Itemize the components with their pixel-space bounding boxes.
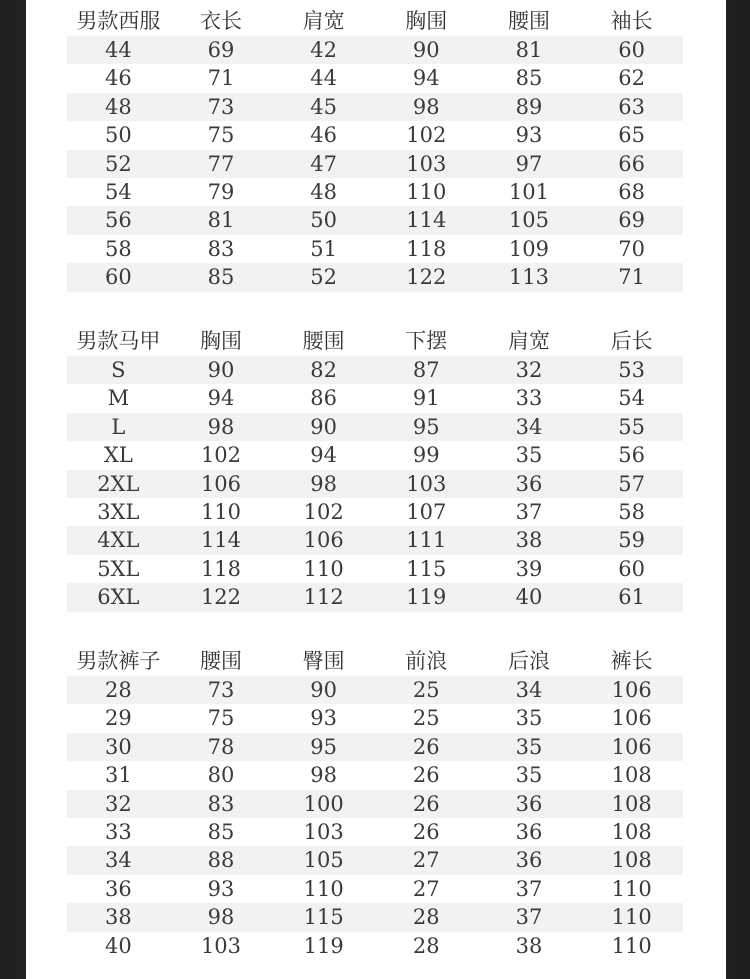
column-header: 后长 — [610, 329, 653, 353]
table-header-row — [67, 6, 683, 36]
column-header: 下摆 — [405, 329, 448, 353]
table-cell: 122 — [170, 583, 273, 611]
table-cell: 115 — [272, 903, 375, 931]
table-cell: 119 — [375, 583, 478, 611]
table-cell: 51 — [272, 235, 375, 263]
table-cell: 75 — [170, 704, 273, 732]
table-cell: 60 — [67, 263, 170, 291]
column-header: 肩宽 — [302, 9, 345, 33]
table-cell: 60 — [580, 555, 683, 583]
table-cell: 28 — [375, 903, 478, 931]
table-cell: 94 — [272, 441, 375, 469]
table-cell: 108 — [580, 818, 683, 846]
table-cell: 30 — [67, 733, 170, 761]
table-cell: 110 — [170, 498, 273, 526]
column-header: 肩宽 — [507, 329, 550, 353]
table-cell: 77 — [170, 150, 273, 178]
table-cell: 103 — [272, 818, 375, 846]
column-header: 臀围 — [302, 649, 345, 673]
table-cell: 83 — [170, 235, 273, 263]
table-cell: 102 — [272, 498, 375, 526]
table-cell: 33 — [67, 818, 170, 846]
table-cell: 110 — [272, 555, 375, 583]
table-cell: 110 — [580, 903, 683, 931]
table-cell: 46 — [272, 121, 375, 149]
table-cell: 103 — [170, 932, 273, 960]
table-cell: 32 — [67, 790, 170, 818]
table-cell: 55 — [580, 413, 683, 441]
column-header: 男款马甲 — [76, 329, 161, 353]
table-cell: 62 — [580, 64, 683, 92]
table-cell: 94 — [170, 384, 273, 412]
table-cell: 106 — [272, 526, 375, 554]
table-cell: 108 — [580, 761, 683, 789]
table-cell: 101 — [478, 178, 581, 206]
table-cell: 93 — [272, 704, 375, 732]
table-cell: 4XL — [67, 526, 170, 554]
table-cell: 37 — [478, 903, 581, 931]
table-cell: 97 — [478, 150, 581, 178]
table-cell: 88 — [170, 846, 273, 874]
table-cell: 95 — [272, 733, 375, 761]
table-cell: 73 — [170, 93, 273, 121]
table-cell: 80 — [170, 761, 273, 789]
table-cell: 114 — [170, 526, 273, 554]
table-row — [67, 36, 683, 64]
table-cell: 5XL — [67, 555, 170, 583]
table-row — [67, 676, 683, 704]
table-cell: 28 — [67, 676, 170, 704]
table-row — [67, 704, 683, 732]
table-cell: 38 — [478, 932, 581, 960]
table-cell: 70 — [580, 235, 683, 263]
table-cell: 42 — [272, 36, 375, 64]
table-cell: 106 — [580, 733, 683, 761]
table-cell: 52 — [272, 263, 375, 291]
table-cell: 79 — [170, 178, 273, 206]
table-cell: 37 — [478, 875, 581, 903]
table-cell: 111 — [375, 526, 478, 554]
table-cell: 108 — [580, 790, 683, 818]
table-cell: 118 — [375, 235, 478, 263]
table-cell: 93 — [478, 121, 581, 149]
table-cell: 27 — [375, 875, 478, 903]
table-cell: 103 — [375, 470, 478, 498]
table-cell: 66 — [580, 150, 683, 178]
table-row — [67, 526, 683, 554]
suit-size-table — [67, 6, 683, 292]
table-row — [67, 790, 683, 818]
table-cell: 108 — [580, 846, 683, 874]
table-header-row — [67, 646, 683, 676]
table-cell: 56 — [580, 441, 683, 469]
table-cell: 44 — [272, 64, 375, 92]
table-cell: 2XL — [67, 470, 170, 498]
table-cell: 36 — [478, 470, 581, 498]
table-cell: 36 — [478, 790, 581, 818]
table-cell: 26 — [375, 733, 478, 761]
table-cell: 109 — [478, 235, 581, 263]
table-row — [67, 413, 683, 441]
pants-size-table — [67, 646, 683, 960]
table-cell: 40 — [67, 932, 170, 960]
table-cell: 58 — [67, 235, 170, 263]
table-row — [67, 903, 683, 931]
table-cell: M — [67, 384, 170, 412]
table-row — [67, 384, 683, 412]
table-row — [67, 498, 683, 526]
table-cell: 35 — [478, 761, 581, 789]
table-cell: 98 — [375, 93, 478, 121]
table-row — [67, 818, 683, 846]
table-cell: 90 — [375, 36, 478, 64]
table-cell: 29 — [67, 704, 170, 732]
table-cell: 106 — [580, 704, 683, 732]
table-cell: 91 — [375, 384, 478, 412]
table-cell: 98 — [272, 470, 375, 498]
table-cell: 99 — [375, 441, 478, 469]
table-cell: 119 — [272, 932, 375, 960]
table-cell: 38 — [478, 526, 581, 554]
table-row — [67, 356, 683, 384]
table-cell: 50 — [67, 121, 170, 149]
table-cell: 75 — [170, 121, 273, 149]
table-cell: 94 — [375, 64, 478, 92]
table-cell: 3XL — [67, 498, 170, 526]
table-row — [67, 875, 683, 903]
table-cell: 85 — [478, 64, 581, 92]
table-cell: 118 — [170, 555, 273, 583]
table-cell: 45 — [272, 93, 375, 121]
table-cell: 90 — [272, 676, 375, 704]
table-cell: 26 — [375, 818, 478, 846]
table-cell: 39 — [478, 555, 581, 583]
table-cell: 59 — [580, 526, 683, 554]
table-cell: 71 — [170, 64, 273, 92]
table-cell: 87 — [375, 356, 478, 384]
table-cell: 54 — [580, 384, 683, 412]
table-cell: 28 — [375, 932, 478, 960]
vest-size-table — [67, 326, 683, 612]
table-cell: XL — [67, 441, 170, 469]
table-cell: 54 — [67, 178, 170, 206]
table-cell: 32 — [478, 356, 581, 384]
table-cell: 85 — [170, 263, 273, 291]
column-header: 男款西服 — [76, 9, 161, 33]
table-cell: 36 — [478, 846, 581, 874]
table-cell: 102 — [375, 121, 478, 149]
table-cell: S — [67, 356, 170, 384]
table-cell: 73 — [170, 676, 273, 704]
size-chart-page — [26, 0, 726, 979]
table-cell: 57 — [580, 470, 683, 498]
table-cell: 53 — [580, 356, 683, 384]
table-row — [67, 932, 683, 960]
table-cell: 110 — [580, 932, 683, 960]
table-row — [67, 470, 683, 498]
table-row — [67, 441, 683, 469]
column-header: 后浪 — [507, 649, 550, 673]
column-header: 腰围 — [302, 329, 345, 353]
column-header: 衣长 — [199, 9, 242, 33]
column-header: 胸围 — [405, 9, 448, 33]
table-cell: 34 — [67, 846, 170, 874]
table-cell: 69 — [170, 36, 273, 64]
table-cell: 103 — [375, 150, 478, 178]
table-cell: 58 — [580, 498, 683, 526]
table-row — [67, 121, 683, 149]
column-header: 裤长 — [610, 649, 653, 673]
table-cell: 93 — [170, 875, 273, 903]
table-row — [67, 583, 683, 611]
table-row — [67, 93, 683, 121]
table-cell: 95 — [375, 413, 478, 441]
table-cell: 105 — [478, 206, 581, 234]
table-cell: 38 — [67, 903, 170, 931]
table-cell: 68 — [580, 178, 683, 206]
table-cell: 113 — [478, 263, 581, 291]
table-cell: 35 — [478, 441, 581, 469]
column-header: 前浪 — [405, 649, 448, 673]
table-cell: 105 — [272, 846, 375, 874]
column-header: 袖长 — [610, 9, 653, 33]
table-cell: 71 — [580, 263, 683, 291]
table-cell: 50 — [272, 206, 375, 234]
table-cell: 110 — [580, 875, 683, 903]
table-cell: 34 — [478, 413, 581, 441]
table-cell: 115 — [375, 555, 478, 583]
table-cell: 107 — [375, 498, 478, 526]
table-row — [67, 761, 683, 789]
table-cell: 34 — [478, 676, 581, 704]
table-cell: 56 — [67, 206, 170, 234]
table-cell: 27 — [375, 846, 478, 874]
table-cell: 89 — [478, 93, 581, 121]
table-cell: 81 — [478, 36, 581, 64]
table-cell: 65 — [580, 121, 683, 149]
table-cell: 31 — [67, 761, 170, 789]
table-cell: 90 — [170, 356, 273, 384]
table-cell: 81 — [170, 206, 273, 234]
table-cell: 25 — [375, 676, 478, 704]
table-cell: 44 — [67, 36, 170, 64]
table-cell: 106 — [170, 470, 273, 498]
table-cell: 110 — [375, 178, 478, 206]
table-row — [67, 178, 683, 206]
table-cell: 6XL — [67, 583, 170, 611]
table-cell: 78 — [170, 733, 273, 761]
table-row — [67, 64, 683, 92]
table-row — [67, 206, 683, 234]
table-cell: 48 — [67, 93, 170, 121]
table-cell: 25 — [375, 704, 478, 732]
table-row — [67, 263, 683, 291]
table-cell: 112 — [272, 583, 375, 611]
column-header: 男款裤子 — [76, 649, 161, 673]
table-cell: 46 — [67, 64, 170, 92]
table-row — [67, 846, 683, 874]
table-cell: 40 — [478, 583, 581, 611]
table-cell: 35 — [478, 733, 581, 761]
table-cell: 110 — [272, 875, 375, 903]
column-header: 胸围 — [199, 329, 242, 353]
table-cell: 82 — [272, 356, 375, 384]
table-cell: 102 — [170, 441, 273, 469]
table-cell: 114 — [375, 206, 478, 234]
column-header: 腰围 — [199, 649, 242, 673]
table-cell: 98 — [272, 761, 375, 789]
table-cell: 60 — [580, 36, 683, 64]
table-cell: 47 — [272, 150, 375, 178]
table-row — [67, 555, 683, 583]
table-cell: 35 — [478, 704, 581, 732]
table-cell: 61 — [580, 583, 683, 611]
table-cell: 83 — [170, 790, 273, 818]
table-cell: 98 — [170, 903, 273, 931]
table-row — [67, 733, 683, 761]
table-cell: 26 — [375, 761, 478, 789]
table-row — [67, 150, 683, 178]
column-header: 腰围 — [507, 9, 550, 33]
table-cell: 98 — [170, 413, 273, 441]
table-cell: 85 — [170, 818, 273, 846]
table-cell: 36 — [67, 875, 170, 903]
table-cell: 122 — [375, 263, 478, 291]
table-cell: 90 — [272, 413, 375, 441]
table-cell: 86 — [272, 384, 375, 412]
table-cell: 100 — [272, 790, 375, 818]
table-header-row — [67, 326, 683, 356]
table-cell: 33 — [478, 384, 581, 412]
table-cell: 37 — [478, 498, 581, 526]
table-cell: 106 — [580, 676, 683, 704]
table-cell: L — [67, 413, 170, 441]
table-cell: 36 — [478, 818, 581, 846]
table-cell: 69 — [580, 206, 683, 234]
table-cell: 26 — [375, 790, 478, 818]
table-cell: 48 — [272, 178, 375, 206]
table-row — [67, 235, 683, 263]
table-cell: 52 — [67, 150, 170, 178]
table-cell: 63 — [580, 93, 683, 121]
